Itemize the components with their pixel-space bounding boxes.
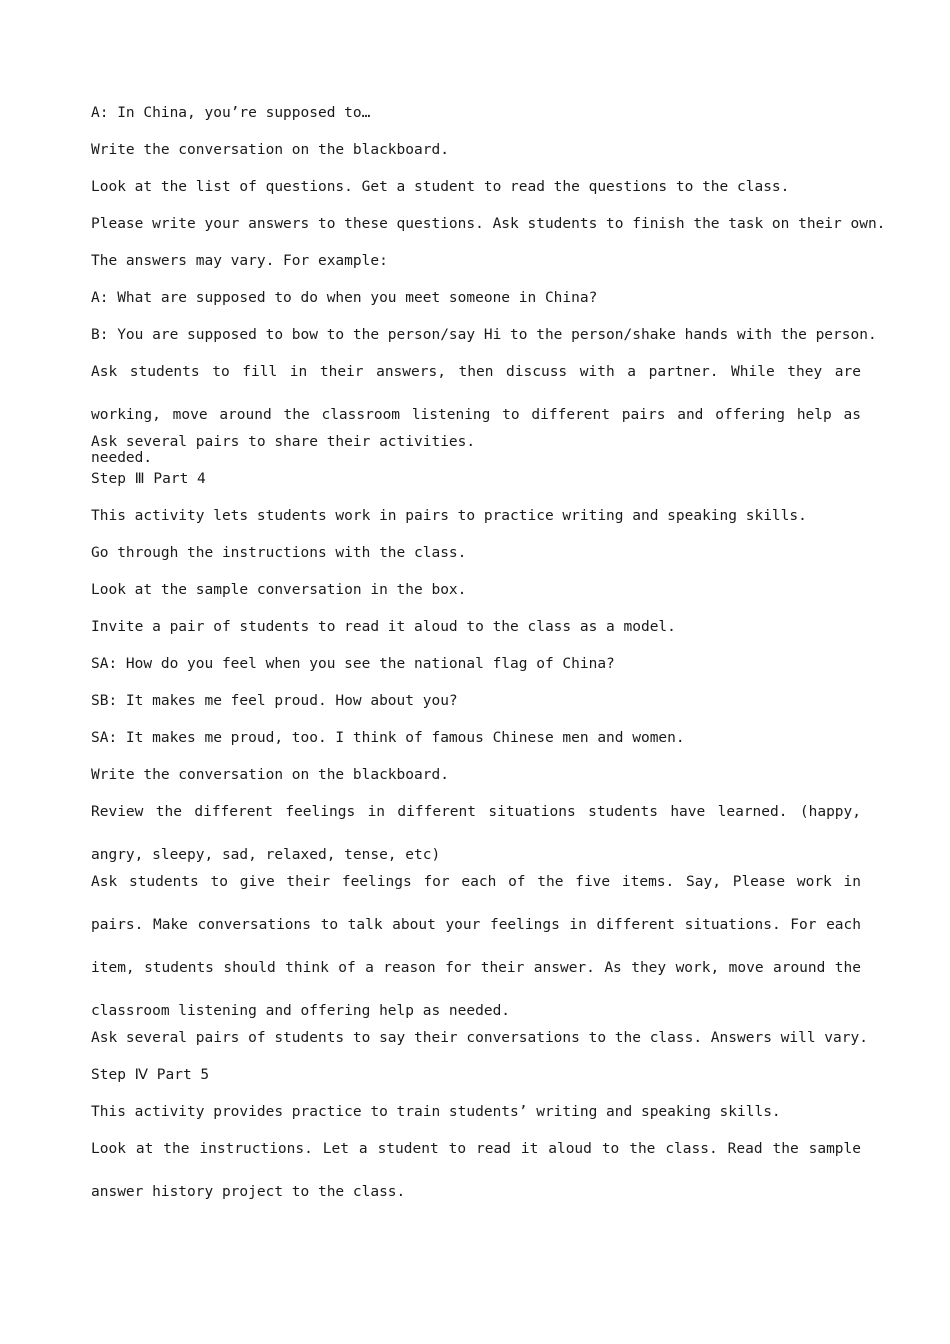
paragraph xyxy=(91,791,861,871)
text-line: Invite a pair of students to read it aloud to the class as a model. xyxy=(91,619,676,635)
text-line: Write the conversation on the blackboard. xyxy=(91,767,449,783)
text-paragraph: Review the different feelings in different situations students have learned. (happy, angry, sleepy, sad, relaxed, tense, etc) xyxy=(91,804,861,863)
text-line: This activity provides practice to train students’ writing and speaking skills. xyxy=(91,1104,781,1120)
document-body xyxy=(91,102,886,1208)
text-paragraph: Look at the instructions. Let a student to read it aloud to the class. Read the sample answer history project to the class. xyxy=(91,1141,861,1200)
step-heading: Step Ⅳ Part 5 xyxy=(91,1067,210,1083)
text-paragraph: Ask students to fill in their answers, then discuss with a partner. While they are working, move around the classroom listening to different pairs and offering help as needed. xyxy=(91,364,861,466)
conversation-line: SA: It makes me proud, too. I think of famous Chinese men and women. xyxy=(91,730,685,746)
text-line: A: What are supposed to do when you meet someone in China? xyxy=(91,290,598,306)
text-line: Ask several pairs of students to say their conversations to the class. Answers will vary. xyxy=(91,1030,868,1046)
text-paragraph: Ask students to give their feelings for each of the five items. Say, Please work in pairs. Make conversations to talk about your feelings in different situations. For each item, students should think of a reason for their answer. As they work, move around the classroom listening and offering help as needed. xyxy=(91,874,861,1019)
conversation-line: SB: It makes me feel proud. How about you? xyxy=(91,693,458,709)
conversation-line: SA: How do you feel when you see the national flag of China? xyxy=(91,656,615,672)
text-line: B: You are supposed to bow to the person/say Hi to the person/shake hands with the person. xyxy=(91,327,877,343)
text-line: Ask several pairs to share their activities. xyxy=(91,434,476,450)
text-line: Please write your answers to these questions. Ask students to finish the task on their own. xyxy=(91,216,886,232)
step-heading: Step Ⅲ Part 4 xyxy=(91,471,206,487)
text-line: Look at the list of questions. Get a student to read the questions to the class. xyxy=(91,179,790,195)
text-line: Write the conversation on the blackboard. xyxy=(91,142,449,158)
paragraph xyxy=(91,1128,861,1208)
paragraph xyxy=(91,861,861,1027)
text-line: A: In China, you’re supposed to… xyxy=(91,105,371,121)
text-line: The answers may vary. For example: xyxy=(91,253,388,269)
text-line: Look at the sample conversation in the box. xyxy=(91,582,467,598)
text-line: This activity lets students work in pairs to practice writing and speaking skills. xyxy=(91,508,807,524)
text-line: Go through the instructions with the class. xyxy=(91,545,467,561)
